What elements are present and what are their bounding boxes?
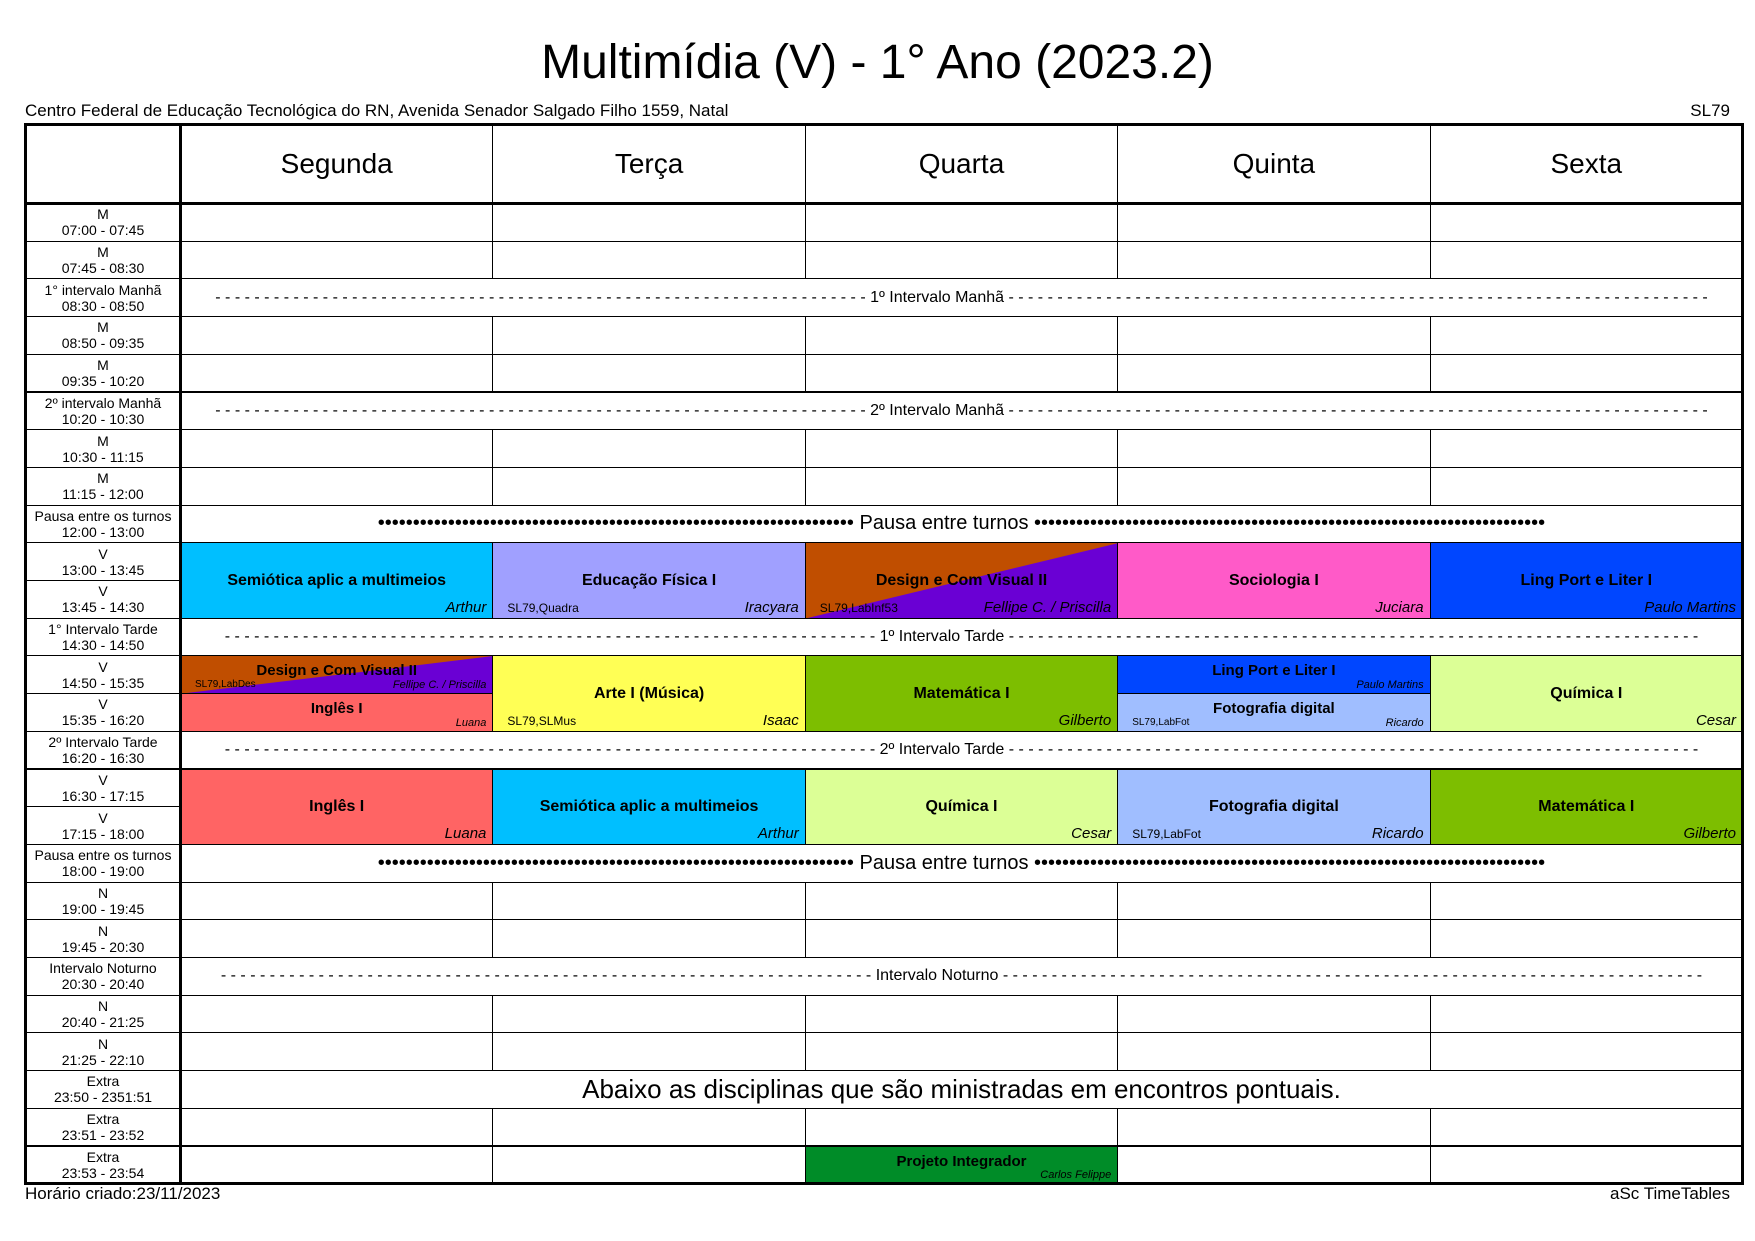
period-label (25, 1070, 181, 1109)
empty-slot (805, 919, 1118, 958)
lesson-teacher: Gilberto (1058, 711, 1112, 729)
empty-slot (180, 1108, 493, 1147)
period-time: 08:50 - 09:35 (61, 335, 145, 352)
period-time: 16:30 - 17:15 (61, 787, 145, 804)
lesson-card[interactable] (1117, 542, 1430, 618)
break-label: Abaixo as disciplinas que são ministradas em encontros pontuais. (582, 1073, 1341, 1104)
empty-slot (1117, 429, 1430, 468)
empty-slot (805, 882, 1118, 921)
break-band (180, 731, 1743, 770)
period-time: 23:53 - 23:54 (61, 1164, 145, 1181)
break-band (180, 278, 1743, 317)
break-band (180, 618, 1743, 657)
lesson-card[interactable] (492, 655, 805, 731)
lesson-subject: Semiótica aplic a multimeios (227, 571, 447, 589)
empty-slot (805, 1032, 1118, 1071)
break-label: - - - - - - - - - - - - - - - - - - - - - - - - - - - - - - - - - - - - - - - - - - - - - - - - - - - - - - - - - - - - - - - - - - - Intervalo Noturno - - - - - - - - - - - - - - - - - - - - - - - - - - - - - - - - - - - - - - - - - - - - - - - - - - - - - - - - - - - - - - - - - - - - - - - - (220, 967, 1703, 985)
lesson-card[interactable] (1117, 655, 1430, 694)
period-time: 07:00 - 07:45 (61, 222, 145, 239)
period-label (25, 1146, 181, 1185)
lesson-card[interactable] (492, 769, 805, 845)
empty-slot (805, 241, 1118, 280)
class-code: SL79 (1690, 101, 1730, 120)
period-time: 19:45 - 20:30 (61, 938, 145, 955)
lesson-card[interactable] (180, 655, 493, 694)
period-label (25, 618, 181, 657)
lesson-subject: Semiótica aplic a multimeios (539, 798, 759, 816)
period-label (25, 1032, 181, 1071)
period-time: 16:20 - 16:30 (61, 750, 145, 767)
period-name: Extra (86, 1073, 120, 1090)
period-time: 09:35 - 10:20 (61, 373, 145, 390)
period-time: 20:40 - 21:25 (61, 1014, 145, 1031)
period-label (25, 316, 181, 355)
period-label (25, 1108, 181, 1147)
empty-slot (492, 882, 805, 921)
lesson-subject: Projeto Integrador (896, 1152, 1027, 1170)
empty-slot (1430, 354, 1743, 393)
period-label (25, 655, 181, 694)
period-name: M (97, 470, 109, 487)
empty-slot (492, 1146, 805, 1185)
empty-slot (1430, 1108, 1743, 1147)
break-label: - - - - - - - - - - - - - - - - - - - - - - - - - - - - - - - - - - - - - - - - - - - - - - - - - - - - - - - - - - - - - - - - - - - 2º Intervalo Tarde - - - - - - - - - - - - - - - - - - - - - - - - - - - - - - - - - - - - - - - - - - - - - - - - - - - - - - - - - - - - - - - - - - - - - - - (224, 741, 1699, 759)
period-name: N (97, 884, 109, 901)
day-header-2 (805, 124, 1118, 204)
lesson-teacher: Cesar (1071, 824, 1112, 842)
lesson-subject: Design e Com Visual II (256, 662, 417, 680)
period-label (25, 995, 181, 1034)
period-time: 21:25 - 22:10 (61, 1051, 145, 1068)
period-time: 13:00 - 13:45 (61, 561, 145, 578)
empty-slot (492, 241, 805, 280)
lesson-teacher: Arthur (757, 824, 799, 842)
period-time: 17:15 - 18:00 (61, 825, 145, 842)
empty-slot (180, 203, 493, 242)
lesson-subject: Design e Com Visual II (875, 571, 1048, 589)
empty-slot (180, 1032, 493, 1071)
period-label (25, 429, 181, 468)
period-label (25, 203, 181, 242)
empty-slot (1430, 429, 1743, 468)
lesson-card[interactable] (180, 769, 493, 845)
empty-slot (805, 429, 1118, 468)
empty-slot (492, 429, 805, 468)
lesson-teacher: Ricardo (1385, 716, 1424, 729)
lesson-card[interactable] (1430, 655, 1743, 731)
period-name: Pausa entre os turnos (34, 847, 172, 864)
lesson-subject: Química I (1550, 685, 1623, 703)
period-name: N (97, 922, 109, 939)
lesson-card[interactable] (805, 542, 1118, 618)
lesson-teacher: Cesar (1695, 711, 1736, 729)
empty-slot (1430, 995, 1743, 1034)
period-time: 23:51 - 23:52 (61, 1127, 145, 1144)
empty-slot (805, 354, 1118, 393)
lesson-card[interactable] (492, 542, 805, 618)
period-name: M (97, 432, 109, 449)
empty-slot (1117, 203, 1430, 242)
lesson-subject: Matemática I (913, 685, 1010, 703)
empty-slot (1430, 467, 1743, 506)
period-name: V (98, 545, 108, 562)
empty-slot (1430, 316, 1743, 355)
empty-slot (180, 241, 493, 280)
period-time: 14:50 - 15:35 (61, 674, 145, 691)
empty-slot (1430, 919, 1743, 958)
lesson-teacher: Iracyara (744, 598, 799, 616)
empty-slot (180, 467, 493, 506)
empty-slot (805, 203, 1118, 242)
time-column-separator (179, 124, 182, 1183)
lesson-teacher: Paulo Martins (1644, 598, 1736, 616)
lesson-subject: Educação Física I (581, 571, 717, 589)
period-time: 20:30 - 20:40 (61, 976, 145, 993)
period-label (25, 241, 181, 280)
day-label: Sexta (1550, 148, 1623, 179)
period-name: 1° Intervalo Tarde (48, 621, 158, 638)
period-label (25, 392, 181, 431)
break-label: - - - - - - - - - - - - - - - - - - - - - - - - - - - - - - - - - - - - - - - - - - - - - - - - - - - - - - - - - - - - - - - - - - - 1º Intervalo Manhã - - - - - - - - - - - - - - - - - - - - - - - - - - - - - - - - - - - - - - - - - - - - - - - - - - - - - - - - - - - - - - - - - - - - - - - - (215, 288, 1708, 306)
lesson-teacher: Arthur (445, 598, 487, 616)
empty-slot (1117, 882, 1430, 921)
period-time: 15:35 - 16:20 (61, 712, 145, 729)
day-header-4 (1430, 124, 1743, 204)
created-date: Horário criado:23/11/2023 (25, 1184, 221, 1203)
break-label: •••••••••••••••••••••••••••••••••••••••••••••••••••••••••••••••••••• Pausa entre turnos ••••••••••••••••••••••••••••••••••••••••••••••••••••••••••••••••••••••••• (377, 512, 1546, 535)
school-address: Centro Federal de Educação Tecnológica do RN, Avenida Senador Salgado Filho 1559, Natal (25, 101, 729, 120)
period-name: V (98, 583, 108, 600)
empty-slot (180, 316, 493, 355)
empty-slot (805, 316, 1118, 355)
empty-slot (180, 354, 493, 393)
page-title: Multimídia (V) - 1° Ano (2023.2) (541, 36, 1214, 89)
empty-slot (1117, 1108, 1430, 1147)
period-name: M (97, 206, 109, 223)
period-label (25, 467, 181, 506)
period-label (25, 354, 181, 393)
empty-slot (180, 882, 493, 921)
empty-slot (1117, 1146, 1430, 1185)
lesson-card[interactable] (805, 1146, 1118, 1185)
period-label (25, 278, 181, 317)
lesson-teacher: Isaac (762, 711, 799, 729)
empty-slot (1117, 995, 1430, 1034)
lesson-subject: Fotografia digital (1208, 798, 1339, 816)
day-label: Terça (614, 148, 684, 179)
day-header-1 (492, 124, 805, 204)
period-name: V (98, 771, 108, 788)
lesson-room: SL79,LabInf53 (819, 600, 898, 615)
lesson-subject: Química I (925, 798, 998, 816)
empty-slot (180, 1146, 493, 1185)
break-band (180, 957, 1743, 996)
break-label: - - - - - - - - - - - - - - - - - - - - - - - - - - - - - - - - - - - - - - - - - - - - - - - - - - - - - - - - - - - - - - - - - - - 1º Intervalo Tarde - - - - - - - - - - - - - - - - - - - - - - - - - - - - - - - - - - - - - - - - - - - - - - - - - - - - - - - - - - - - - - - - - - - - - - - (224, 628, 1699, 646)
period-name: 2º intervalo Manhã (44, 394, 162, 411)
empty-slot (1117, 316, 1430, 355)
empty-slot (1430, 1032, 1743, 1071)
empty-slot (492, 995, 805, 1034)
header-separator (25, 202, 1742, 205)
period-time: 14:30 - 14:50 (61, 637, 145, 654)
lesson-room: SL79,LabDes (195, 679, 256, 691)
lesson-teacher: Carlos Felippe (1040, 1169, 1112, 1182)
period-time: 11:15 - 12:00 (62, 486, 144, 503)
period-time: 10:20 - 10:30 (61, 410, 145, 427)
period-label (25, 957, 181, 996)
empty-slot (805, 467, 1118, 506)
empty-slot (180, 919, 493, 958)
empty-slot (1117, 1032, 1430, 1071)
empty-slot (492, 1032, 805, 1071)
lesson-room: SL79,LabFot (1132, 716, 1190, 728)
lesson-subject: Matemática I (1538, 798, 1635, 816)
empty-slot (1430, 203, 1743, 242)
empty-slot (1430, 1146, 1743, 1185)
empty-slot (492, 919, 805, 958)
period-label (25, 919, 181, 958)
period-name: M (97, 357, 109, 374)
empty-slot (805, 995, 1118, 1034)
lesson-room: SL79,SLMus (507, 713, 577, 728)
period-time: 18:00 - 19:00 (61, 863, 145, 880)
break-label: •••••••••••••••••••••••••••••••••••••••••••••••••••••••••••••••••••• Pausa entre turnos ••••••••••••••••••••••••••••••••••••••••••••••••••••••••••••••••••••••••• (377, 851, 1546, 874)
period-time: 10:30 - 11:15 (62, 448, 144, 465)
empty-slot (1430, 882, 1743, 921)
break-band (180, 392, 1743, 431)
period-name: 2º Intervalo Tarde (48, 734, 158, 751)
lesson-card[interactable] (1430, 769, 1743, 845)
period-label (25, 882, 181, 921)
lesson-subject: Ling Port e Liter I (1520, 571, 1653, 589)
lesson-subject: Ling Port e Liter I (1212, 662, 1336, 680)
period-name: M (97, 244, 109, 261)
period-time: 19:00 - 19:45 (61, 900, 145, 917)
empty-slot (492, 467, 805, 506)
day-header-3 (1117, 124, 1430, 204)
lesson-subject: Arte I (Música) (593, 685, 705, 703)
period-time: 12:00 - 13:00 (61, 523, 145, 540)
period-name: Extra (86, 1111, 120, 1128)
period-label (25, 769, 181, 808)
lesson-teacher: Gilberto (1683, 824, 1736, 842)
empty-slot (805, 1108, 1118, 1147)
period-name: N (97, 998, 109, 1015)
lesson-subject: Inglês I (309, 798, 365, 816)
empty-slot (180, 995, 493, 1034)
break-band (180, 505, 1743, 544)
period-time: 08:30 - 08:50 (61, 297, 145, 314)
period-time: 13:45 - 14:30 (61, 599, 145, 616)
empty-slot (1117, 467, 1430, 506)
period-label (25, 580, 181, 619)
lesson-card[interactable] (1430, 542, 1743, 618)
empty-slot (492, 1108, 805, 1147)
empty-slot (1430, 241, 1743, 280)
lesson-room: SL79,Quadra (507, 600, 579, 615)
lesson-subject: Inglês I (310, 700, 363, 718)
period-label (25, 693, 181, 732)
empty-slot (1117, 241, 1430, 280)
empty-slot (180, 429, 493, 468)
period-label (25, 731, 181, 770)
lesson-teacher: Paulo Martins (1356, 679, 1424, 692)
period-name: V (98, 696, 108, 713)
period-label (25, 806, 181, 845)
lesson-teacher: Fellipe C. / Priscilla (392, 679, 487, 692)
header-corner (25, 124, 181, 204)
lesson-card[interactable] (180, 542, 493, 618)
lesson-subject: Fotografia digital (1213, 700, 1335, 718)
lesson-teacher: Luana (455, 716, 487, 729)
lesson-room: SL79,LabFot (1132, 826, 1201, 841)
period-time: 23:50 - 2351:51 (53, 1089, 153, 1106)
day-label: Quarta (918, 148, 1005, 179)
lesson-card[interactable] (1117, 693, 1430, 732)
period-name: V (98, 658, 108, 675)
day-label: Quinta (1232, 148, 1316, 179)
software-credit: aSc TimeTables (1610, 1184, 1730, 1203)
period-label (25, 542, 181, 581)
empty-slot (492, 354, 805, 393)
period-name: Extra (86, 1148, 120, 1165)
period-name: N (97, 1035, 109, 1052)
lesson-teacher: Fellipe C. / Priscilla (983, 598, 1112, 616)
empty-slot (492, 316, 805, 355)
period-label (25, 844, 181, 883)
day-header-0 (180, 124, 493, 204)
lesson-teacher: Juciara (1375, 598, 1424, 616)
lesson-card[interactable] (180, 693, 493, 732)
lesson-teacher: Luana (444, 824, 487, 842)
lesson-subject: Sociologia I (1228, 571, 1319, 589)
lesson-card[interactable] (805, 769, 1118, 845)
empty-slot (1117, 919, 1430, 958)
day-label: Segunda (280, 148, 393, 179)
period-name: Pausa entre os turnos (34, 507, 172, 524)
period-label (25, 505, 181, 544)
lesson-teacher: Ricardo (1371, 824, 1424, 842)
lesson-card[interactable] (1117, 769, 1430, 845)
break-band (180, 844, 1743, 883)
break-label: - - - - - - - - - - - - - - - - - - - - - - - - - - - - - - - - - - - - - - - - - - - - - - - - - - - - - - - - - - - - - - - - - - - 2º Intervalo Manhã - - - - - - - - - - - - - - - - - - - - - - - - - - - - - - - - - - - - - - - - - - - - - - - - - - - - - - - - - - - - - - - - - - - - - - - - (215, 401, 1708, 419)
break-band (180, 1070, 1743, 1109)
period-name: Intervalo Noturno (49, 960, 157, 977)
empty-slot (492, 203, 805, 242)
period-name: V (98, 809, 108, 826)
period-time: 07:45 - 08:30 (61, 260, 145, 277)
lesson-card[interactable] (805, 655, 1118, 731)
empty-slot (1117, 354, 1430, 393)
period-name: M (97, 319, 109, 336)
period-name: 1° intervalo Manhã (44, 281, 162, 298)
